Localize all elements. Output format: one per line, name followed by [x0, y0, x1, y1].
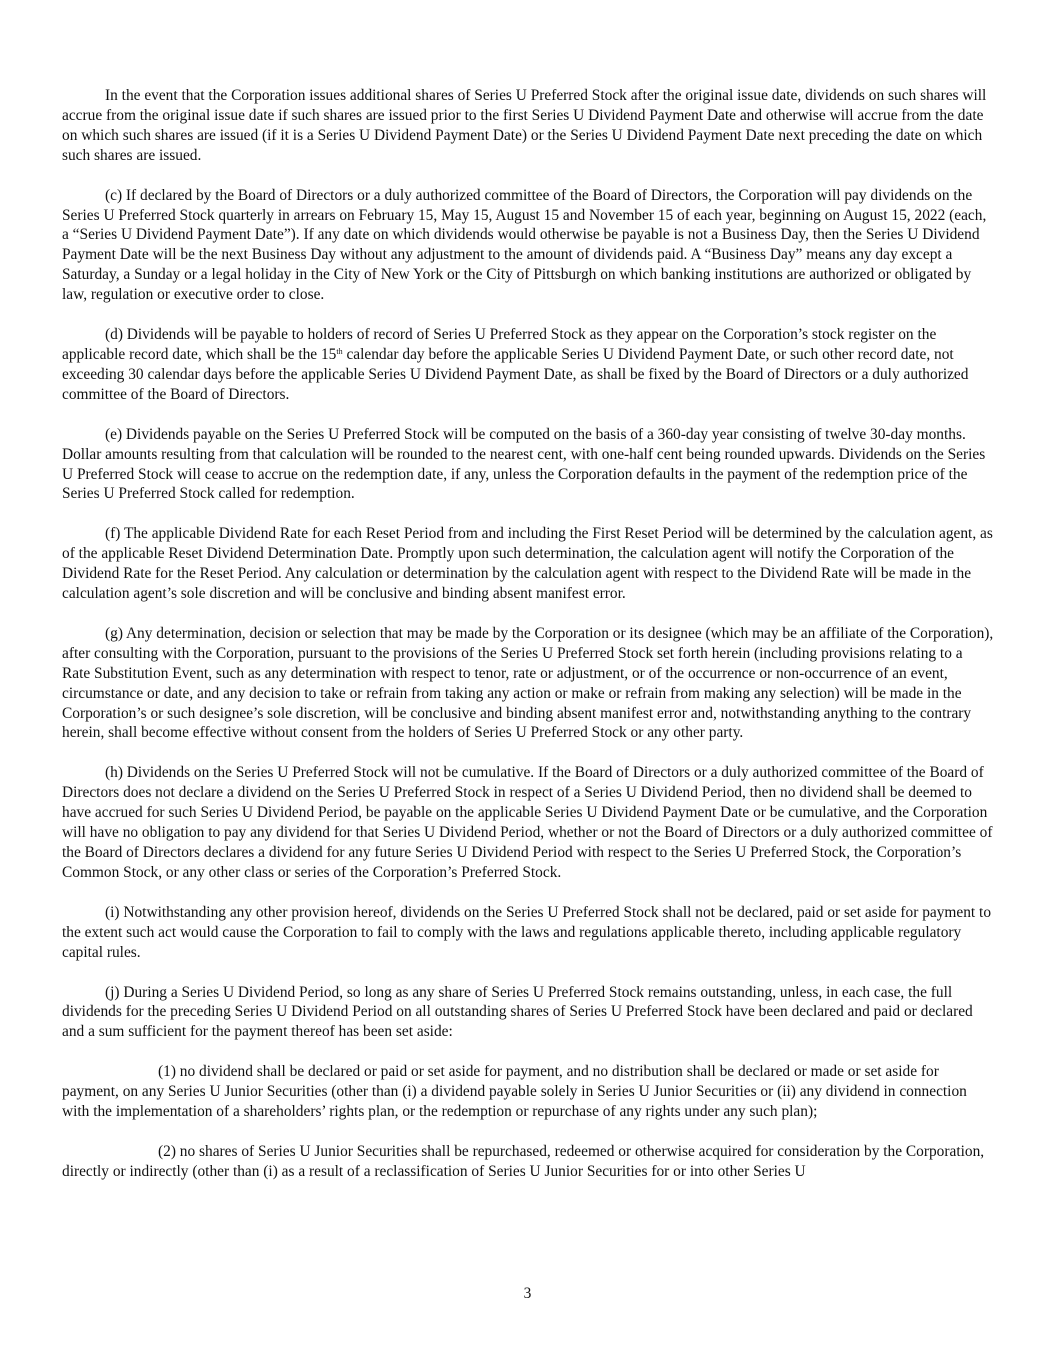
paragraph-g-determination: (g) Any determination, decision or selection that may be made by the Corporation or its designee (which may be an affiliate of the Corporation), after consulting with the Corporation, pursuant to the provisions of the Series U Preferred Stock set forth herein (including provisions relating to a Rate Substitution Event, such as any determination with respect to tenor, rate or adjustment, or of the occurrence or non-occurrence of an event, circumstance or date, and any decision to take or refrain from taking any action or make or refrain from making any selection) will be made in the Corporation’s or such designee’s sole discretion, will be conclusive and binding absent manifest error and, notwithstanding anything to the contrary herein, shall become effective without consent from the holders of Series U Preferred Stock or any other party.: [62, 624, 994, 742]
paragraph-d-text-after: calendar day before the applicable Series U Dividend Payment Date, or such other record date, not exceeding 30 calendar days before the applicable Series U Dividend Payment Date, as shall be fixed by the Board of Directors or a duly authorized committee of the Board of Directors.: [62, 345, 969, 403]
paragraph-d-record-date: [62, 325, 994, 405]
paragraph-f-dividend-rate: (f) The applicable Dividend Rate for each Reset Period from and including the First Reset Period will be determined by the calculation agent, as of the applicable Reset Dividend Determination Date. Promptly upon such determination, the calculation agent will notify the Corporation of the Dividend Rate for the Reset Period. Any calculation or determination by the calculation agent with respect to the Dividend Rate will be made in the calculation agent’s sole discretion and will be conclusive and binding absent manifest error.: [62, 525, 993, 603]
paragraph-j-dividend-period: (j) During a Series U Dividend Period, so long as any share of Series U Preferred Stock remains outstanding, unless, in each case, the full dividends for the preceding Series U Dividend Period on all outstanding shares of Series U Preferred Stock have been declared and paid or declared and a sum sufficient for the payment thereof has been set aside:: [62, 983, 973, 1041]
page-number: 3: [523, 1285, 532, 1302]
ordinal-superscript: th: [336, 346, 343, 356]
paragraph-j2-no-repurchase: (2) no shares of Series U Junior Securities shall be repurchased, redeemed or otherwise acquired for consideration by the Corporation, directly or indirectly (other than (i) as a result of a reclassification of Series U Junior Securities for or into other Series U: [62, 1142, 985, 1180]
paragraph-d-text-before: (d) Dividends will be payable to holders of record of Series U Preferred Stock as they appear on the Corporation’s stock register on the applicable record date, which shall be the 15: [62, 326, 937, 363]
paragraph-h-non-cumulative: (h) Dividends on the Series U Preferred Stock will not be cumulative. If the Board of Directors or a duly authorized committee of the Board of Directors does not declare a dividend on the Series U Preferred Stock in respect of a Series U Dividend Period, then no dividend shall be deemed to have accrued for such Series U Dividend Period, be payable on the applicable Series U Dividend Payment Date or be cumulative, and the Corporation will have no obligation to pay any dividend for that Series U Dividend Period, whether or not the Board of Directors or a duly authorized committee of the Board of Directors declares a dividend for any future Series U Dividend Period with respect to the Series U Preferred Stock, the Corporation’s Common Stock, or any other class or series of the Corporation’s Preferred Stock.: [62, 764, 993, 881]
paragraph-e-computation: (e) Dividends payable on the Series U Preferred Stock will be computed on the basis of a 360-day year consisting of twelve 30-day months. Dollar amounts resulting from that calculation will be rounded to the nearest cent, with one-half cent being rounded upwards. Dividends on the Series U Preferred Stock will cease to accrue on the redemption date, if any, unless the Corporation defaults in the payment of the redemption price of the Series U Preferred Stock called for redemption.: [62, 425, 986, 503]
paragraph-additional-shares: In the event that the Corporation issues additional shares of Series U Preferred Stock after the original issue date, dividends on such shares will accrue from the original issue date if such shares are issued prior to the first Series U Dividend Payment Date and otherwise will accrue from the date on which such shares are issued (if it is a Series U Dividend Payment Date) or the Series U Dividend Payment Date next preceding the date on which such shares are issued.: [62, 87, 987, 164]
paragraph-j1-no-dividend: (1) no dividend shall be declared or paid or set aside for payment, and no distribution shall be declared or made or set aside for payment, on any Series U Junior Securities (other than (i) a dividend payable solely in Series U Junior Securities or (ii) any dividend in connection with the implementation of a shareholders’ rights plan, or the redemption or repurchase of any rights under any such plan);: [62, 1063, 967, 1121]
document-body: [62, 86, 994, 1182]
paragraph-c-dividend-payment-date: (c) If declared by the Board of Directors or a duly authorized committee of the Board of Directors, the Corporation will pay dividends on the Series U Preferred Stock quarterly in arrears on February 15, May 15, August 15 and November 15 of each year, beginning on August 15, 2022 (each, a “Series U Dividend Payment Date”). If any date on which dividends would otherwise be payable is not a Business Day, then the Series U Dividend Payment Date will be the next Business Day without any adjustment to the amount of dividends paid. A “Business Day” means any day except a Saturday, a Sunday or a legal holiday in the City of New York or the City of Pittsburgh on which banking institutions are authorized or obligated by law, regulation or executive order to close.: [62, 186, 987, 304]
paragraph-i-regulatory: (i) Notwithstanding any other provision hereof, dividends on the Series U Preferred Stock shall not be declared, paid or set aside for payment to the extent such act would cause the Corporation to fail to comply with the laws and regulations applicable thereto, including applicable regulatory capital rules.: [62, 903, 992, 961]
